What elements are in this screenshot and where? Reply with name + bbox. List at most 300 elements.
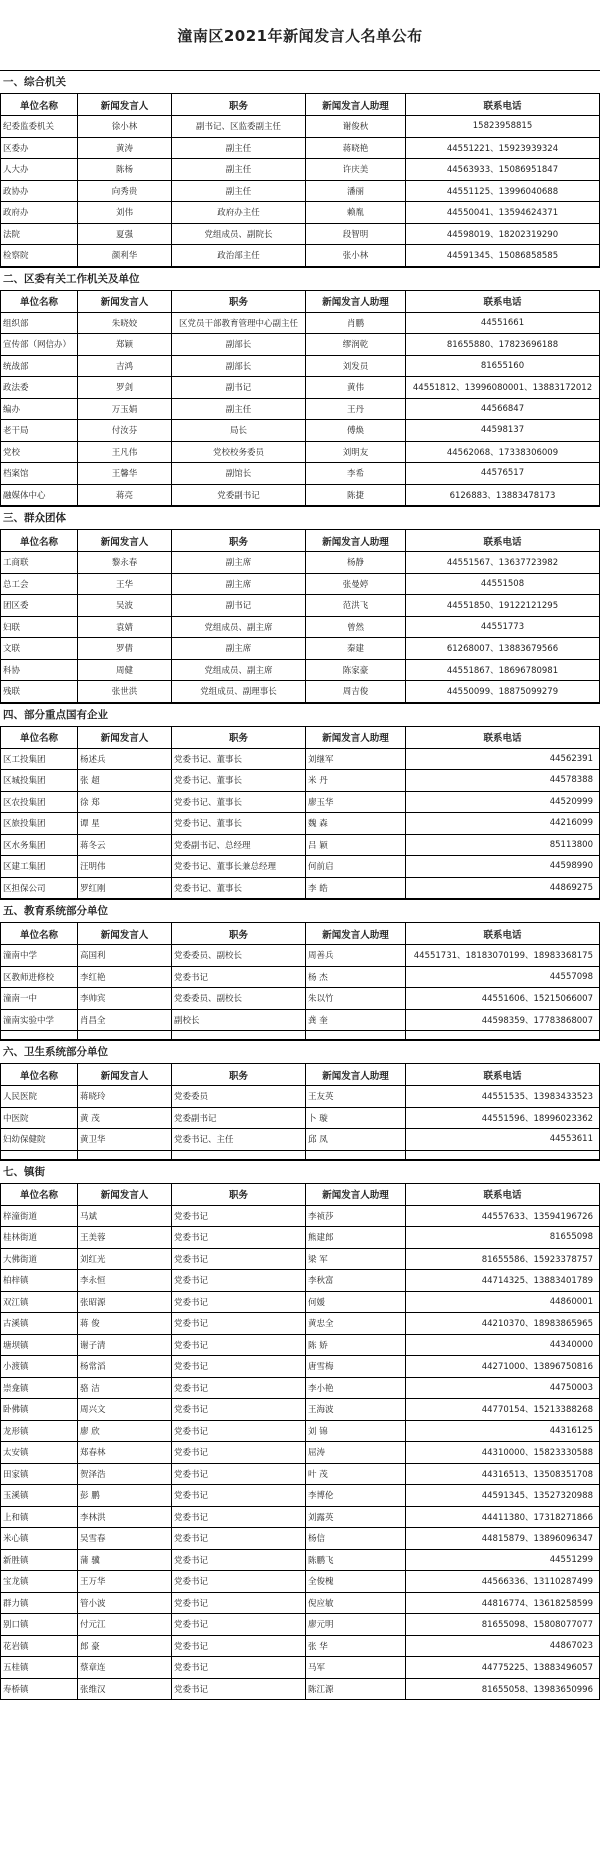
spokesperson-cell: 付元江	[78, 1614, 172, 1636]
position-cell: 局长	[172, 420, 306, 442]
assistant-cell: 王丹	[306, 398, 406, 420]
unit-name-cell: 政府办	[1, 202, 78, 224]
spokesperson-cell: 吴波	[78, 595, 172, 617]
position-cell: 党委书记	[172, 1270, 306, 1292]
spokesperson-cell: 颜利华	[78, 245, 172, 267]
position-cell: 党委书记	[172, 1420, 306, 1442]
assistant-cell: 李 皓	[306, 877, 406, 899]
spokesperson-cell: 贺泽浩	[78, 1463, 172, 1485]
unit-name-cell: 柏梓镇	[1, 1270, 78, 1292]
position-cell: 党委书记	[172, 1313, 306, 1335]
assistant-cell: 梁 军	[306, 1248, 406, 1270]
assistant-cell: 卜 璇	[306, 1107, 406, 1129]
spokesperson-cell: 郑春林	[78, 1442, 172, 1464]
assistant-cell: 何媛	[306, 1291, 406, 1313]
table-row	[1, 573, 600, 595]
column-header: 新闻发言人助理	[306, 1183, 406, 1205]
spokesperson-cell: 杨常滔	[78, 1356, 172, 1378]
phone-cell: 44551596、18996023362	[406, 1107, 600, 1129]
unit-name-cell: 五桂镇	[1, 1657, 78, 1679]
assistant-cell: 陈捷	[306, 484, 406, 506]
unit-name-cell: 玉溪镇	[1, 1485, 78, 1507]
phone-cell: 44557633、13594196726	[406, 1205, 600, 1227]
spokesperson-cell: 高国利	[78, 945, 172, 967]
assistant-cell: 李秋富	[306, 1270, 406, 1292]
table-row	[1, 748, 600, 770]
unit-name-cell: 编办	[1, 398, 78, 420]
spokesperson-cell: 廖 欣	[78, 1420, 172, 1442]
assistant-cell: 陈家豪	[306, 659, 406, 681]
table-row	[1, 463, 600, 485]
position-cell: 党委书记	[172, 1506, 306, 1528]
column-header: 联系电话	[406, 1183, 600, 1205]
column-header: 单位名称	[1, 1183, 78, 1205]
unit-name-cell: 人民医院	[1, 1086, 78, 1108]
table-row	[1, 1205, 600, 1227]
assistant-cell: 龚 奎	[306, 1009, 406, 1031]
unit-name-cell: 桂林街道	[1, 1227, 78, 1249]
spokesperson-cell: 蒋亮	[78, 484, 172, 506]
position-cell: 党委书记	[172, 1377, 306, 1399]
column-header: 联系电话	[406, 94, 600, 116]
position-cell: 党委书记	[172, 1205, 306, 1227]
phone-cell: 44551567、13637723982	[406, 552, 600, 574]
assistant-cell: 廖玉华	[306, 791, 406, 813]
column-header: 职务	[172, 726, 306, 748]
assistant-cell: 段智明	[306, 223, 406, 245]
assistant-cell: 潘丽	[306, 180, 406, 202]
position-cell: 党委书记、董事长	[172, 813, 306, 835]
phone-cell: 44816774、13618258599	[406, 1592, 600, 1614]
assistant-cell: 马军	[306, 1657, 406, 1679]
position-cell: 党委书记	[172, 1635, 306, 1657]
spokesperson-cell: 袁婧	[78, 616, 172, 638]
table-row	[1, 223, 600, 245]
unit-name-cell: 区担保公司	[1, 877, 78, 899]
table-row	[1, 355, 600, 377]
empty-cell	[78, 1150, 172, 1159]
spokesperson-cell: 蒋 俊	[78, 1313, 172, 1335]
phone-cell: 44310000、15823330588	[406, 1442, 600, 1464]
spokesperson-cell: 黄 茂	[78, 1107, 172, 1129]
assistant-cell: 叶 茂	[306, 1463, 406, 1485]
table-row	[1, 1009, 600, 1031]
assistant-cell: 陈鹏飞	[306, 1549, 406, 1571]
table-row	[1, 791, 600, 813]
assistant-cell: 缪润乾	[306, 334, 406, 356]
position-cell: 党组成员、副主席	[172, 616, 306, 638]
assistant-cell: 全俊槐	[306, 1571, 406, 1593]
table-row	[1, 552, 600, 574]
table-row	[1, 245, 600, 267]
unit-name-cell: 档案馆	[1, 463, 78, 485]
table-row	[1, 856, 600, 878]
assistant-cell: 吕 颖	[306, 834, 406, 856]
position-cell: 党委书记	[172, 1442, 306, 1464]
assistant-cell: 唐雪梅	[306, 1356, 406, 1378]
spokesperson-cell: 周健	[78, 659, 172, 681]
table-row	[1, 1463, 600, 1485]
table-row	[1, 1107, 600, 1129]
assistant-cell: 米 丹	[306, 770, 406, 792]
unit-name-cell: 潼南中学	[1, 945, 78, 967]
phone-cell: 44551850、19122121295	[406, 595, 600, 617]
spokesperson-cell: 吴雪春	[78, 1528, 172, 1550]
spokesperson-cell: 徐 郑	[78, 791, 172, 813]
unit-name-cell: 潼南一中	[1, 988, 78, 1010]
table-row	[1, 1442, 600, 1464]
unit-name-cell: 科协	[1, 659, 78, 681]
section-title: 一、综合机关	[0, 70, 600, 93]
unit-name-cell: 别口镇	[1, 1614, 78, 1636]
column-header: 新闻发言人助理	[306, 530, 406, 552]
phone-cell: 44551661	[406, 312, 600, 334]
column-header: 新闻发言人助理	[306, 923, 406, 945]
spokesperson-table	[0, 922, 600, 1040]
spokesperson-cell: 蒋晓玲	[78, 1086, 172, 1108]
phone-cell: 44576517	[406, 463, 600, 485]
position-cell: 政府办主任	[172, 202, 306, 224]
phone-cell: 44551773	[406, 616, 600, 638]
spokesperson-cell: 李红艳	[78, 966, 172, 988]
assistant-cell: 周善兵	[306, 945, 406, 967]
spokesperson-cell: 谢子清	[78, 1334, 172, 1356]
phone-cell: 81655098	[406, 1227, 600, 1249]
spokesperson-cell: 周兴文	[78, 1399, 172, 1421]
table-row	[1, 1377, 600, 1399]
unit-name-cell: 妇幼保健院	[1, 1129, 78, 1151]
unit-name-cell: 新胜镇	[1, 1549, 78, 1571]
assistant-cell: 谢俊秋	[306, 116, 406, 138]
column-header: 职务	[172, 1064, 306, 1086]
phone-cell: 44316125	[406, 1420, 600, 1442]
assistant-cell: 蒋晓艳	[306, 137, 406, 159]
position-cell: 党委书记	[172, 1356, 306, 1378]
phone-cell: 44860001	[406, 1291, 600, 1313]
assistant-cell: 陈江源	[306, 1678, 406, 1700]
position-cell: 党委书记	[172, 966, 306, 988]
table-row	[1, 398, 600, 420]
table-row	[1, 1086, 600, 1108]
assistant-cell: 杨静	[306, 552, 406, 574]
spokesperson-cell: 刘伟	[78, 202, 172, 224]
phone-cell: 44591345、13527320988	[406, 1485, 600, 1507]
unit-name-cell: 区城投集团	[1, 770, 78, 792]
unit-name-cell: 宝龙镇	[1, 1571, 78, 1593]
assistant-cell: 邱 凤	[306, 1129, 406, 1151]
assistant-cell: 李祯莎	[306, 1205, 406, 1227]
spokesperson-cell: 彭 鹏	[78, 1485, 172, 1507]
unit-name-cell: 法院	[1, 223, 78, 245]
column-header: 联系电话	[406, 290, 600, 312]
phone-cell: 44551221、15923939324	[406, 137, 600, 159]
table-row	[1, 770, 600, 792]
column-header: 职务	[172, 530, 306, 552]
position-cell: 党委书记	[172, 1334, 306, 1356]
phone-cell: 44216099	[406, 813, 600, 835]
assistant-cell: 黄忠全	[306, 1313, 406, 1335]
table-row	[1, 595, 600, 617]
position-cell: 副部长	[172, 355, 306, 377]
table-row	[1, 659, 600, 681]
phone-cell: 44411380、17318271866	[406, 1506, 600, 1528]
phone-cell: 44770154、15213388268	[406, 1399, 600, 1421]
spokesperson-cell: 管小波	[78, 1592, 172, 1614]
assistant-cell: 刘明友	[306, 441, 406, 463]
spokesperson-cell: 骆 洁	[78, 1377, 172, 1399]
assistant-cell: 李希	[306, 463, 406, 485]
spokesperson-cell: 马斌	[78, 1205, 172, 1227]
unit-name-cell: 龙形镇	[1, 1420, 78, 1442]
table-row	[1, 312, 600, 334]
empty-cell	[406, 1031, 600, 1040]
phone-cell: 44551535、13983433523	[406, 1086, 600, 1108]
table-header-row	[1, 923, 600, 945]
table-header-row	[1, 726, 600, 748]
table-row	[1, 1270, 600, 1292]
assistant-cell: 刘 锦	[306, 1420, 406, 1442]
assistant-cell: 何前启	[306, 856, 406, 878]
position-cell: 党委副书记、总经理	[172, 834, 306, 856]
phone-cell: 44750003	[406, 1377, 600, 1399]
table-header-row	[1, 290, 600, 312]
phone-cell: 44551508	[406, 573, 600, 595]
position-cell: 副主席	[172, 552, 306, 574]
column-header: 职务	[172, 1183, 306, 1205]
phone-cell: 44815879、13896096347	[406, 1528, 600, 1550]
unit-name-cell: 政协办	[1, 180, 78, 202]
position-cell: 党组成员、副理事长	[172, 681, 306, 703]
table-row	[1, 616, 600, 638]
phone-cell: 44775225、13883496057	[406, 1657, 600, 1679]
phone-cell: 44550041、13594624371	[406, 202, 600, 224]
phone-cell: 44551606、15215066007	[406, 988, 600, 1010]
table-row	[1, 1506, 600, 1528]
spokesperson-cell: 肖昌全	[78, 1009, 172, 1031]
unit-name-cell: 区委办	[1, 137, 78, 159]
assistant-cell: 张 华	[306, 1635, 406, 1657]
unit-name-cell: 党校	[1, 441, 78, 463]
position-cell: 党委书记	[172, 1291, 306, 1313]
table-row	[1, 1399, 600, 1421]
spokesperson-cell: 朱晓姣	[78, 312, 172, 334]
unit-name-cell: 群力镇	[1, 1592, 78, 1614]
table-row	[1, 1571, 600, 1593]
empty-cell	[78, 1031, 172, 1040]
spokesperson-cell: 汪明伟	[78, 856, 172, 878]
position-cell: 副主任	[172, 180, 306, 202]
unit-name-cell: 大佛街道	[1, 1248, 78, 1270]
column-header: 新闻发言人	[78, 726, 172, 748]
unit-name-cell: 双江镇	[1, 1291, 78, 1313]
position-cell: 党校校务委员	[172, 441, 306, 463]
column-header: 新闻发言人助理	[306, 290, 406, 312]
unit-name-cell: 区教师进修校	[1, 966, 78, 988]
phone-cell: 44563933、15086951847	[406, 159, 600, 181]
position-cell: 党委书记	[172, 1248, 306, 1270]
assistant-cell: 王友英	[306, 1086, 406, 1108]
assistant-cell: 廖元明	[306, 1614, 406, 1636]
phone-cell: 44566336、13110287499	[406, 1571, 600, 1593]
table-row	[1, 877, 600, 899]
position-cell: 副主席	[172, 638, 306, 660]
table-header-row	[1, 94, 600, 116]
unit-name-cell: 古溪镇	[1, 1313, 78, 1335]
empty-cell	[1, 1031, 78, 1040]
table-row	[1, 638, 600, 660]
table-header-row	[1, 530, 600, 552]
position-cell: 党委委员、副校长	[172, 988, 306, 1010]
phone-cell: 44551867、18696780981	[406, 659, 600, 681]
unit-name-cell: 人大办	[1, 159, 78, 181]
table-row	[1, 1129, 600, 1151]
phone-cell: 44867023	[406, 1635, 600, 1657]
unit-name-cell: 团区委	[1, 595, 78, 617]
column-header: 新闻发言人助理	[306, 1064, 406, 1086]
spokesperson-cell: 黄涛	[78, 137, 172, 159]
position-cell: 党委书记	[172, 1614, 306, 1636]
phone-cell: 44598359、17783868007	[406, 1009, 600, 1031]
assistant-cell: 杨信	[306, 1528, 406, 1550]
unit-name-cell: 上和镇	[1, 1506, 78, 1528]
table-row	[1, 377, 600, 399]
spokesperson-cell: 王万华	[78, 1571, 172, 1593]
spokesperson-cell: 李帅宾	[78, 988, 172, 1010]
position-cell: 副主任	[172, 398, 306, 420]
unit-name-cell: 区水务集团	[1, 834, 78, 856]
position-cell: 党委书记	[172, 1657, 306, 1679]
spokesperson-cell: 张世洪	[78, 681, 172, 703]
unit-name-cell: 政法委	[1, 377, 78, 399]
table-row	[1, 988, 600, 1010]
spokesperson-cell: 罗倩	[78, 638, 172, 660]
table-row	[1, 116, 600, 138]
unit-name-cell: 融媒体中心	[1, 484, 78, 506]
spokesperson-cell: 蒲 骥	[78, 1549, 172, 1571]
position-cell: 党组成员、副院长	[172, 223, 306, 245]
unit-name-cell: 区农投集团	[1, 791, 78, 813]
phone-cell: 44557098	[406, 966, 600, 988]
spokesperson-cell: 郎 豪	[78, 1635, 172, 1657]
unit-name-cell: 检察院	[1, 245, 78, 267]
section-title: 二、区委有关工作机关及单位	[0, 267, 600, 290]
table-row	[1, 1227, 600, 1249]
assistant-cell: 李小艳	[306, 1377, 406, 1399]
position-cell: 副书记	[172, 595, 306, 617]
unit-name-cell: 中医院	[1, 1107, 78, 1129]
column-header: 单位名称	[1, 1064, 78, 1086]
spokesperson-cell: 罗红刚	[78, 877, 172, 899]
phone-cell: 81655160	[406, 355, 600, 377]
phone-cell: 44598990	[406, 856, 600, 878]
phone-cell: 81655586、15923378757	[406, 1248, 600, 1270]
spokesperson-cell: 黄卫华	[78, 1129, 172, 1151]
position-cell: 党委书记	[172, 1227, 306, 1249]
table-row	[1, 1528, 600, 1550]
position-cell: 副馆长	[172, 463, 306, 485]
assistant-cell: 李博伦	[306, 1485, 406, 1507]
table-row	[1, 681, 600, 703]
phone-cell: 44869275	[406, 877, 600, 899]
column-header: 职务	[172, 94, 306, 116]
position-cell: 党委书记	[172, 1463, 306, 1485]
unit-name-cell: 残联	[1, 681, 78, 703]
column-header: 新闻发言人	[78, 290, 172, 312]
assistant-cell: 范洪飞	[306, 595, 406, 617]
position-cell: 副主席	[172, 573, 306, 595]
assistant-cell: 赖胤	[306, 202, 406, 224]
assistant-cell: 刘继军	[306, 748, 406, 770]
column-header: 新闻发言人	[78, 1064, 172, 1086]
assistant-cell: 朱以竹	[306, 988, 406, 1010]
spokesperson-cell: 蒋冬云	[78, 834, 172, 856]
phone-cell: 44551299	[406, 1549, 600, 1571]
empty-cell	[306, 1031, 406, 1040]
phone-cell: 15823958815	[406, 116, 600, 138]
table-row	[1, 137, 600, 159]
spokesperson-cell: 李永恒	[78, 1270, 172, 1292]
table-row	[1, 813, 600, 835]
spokesperson-cell: 刘红光	[78, 1248, 172, 1270]
spokesperson-table	[0, 529, 600, 703]
table-row	[1, 420, 600, 442]
spokesperson-cell: 罗剑	[78, 377, 172, 399]
position-cell: 副书记	[172, 377, 306, 399]
blank-row	[1, 1031, 600, 1040]
column-header: 新闻发言人助理	[306, 726, 406, 748]
blank-row	[1, 1150, 600, 1159]
spokesperson-cell: 付汝芬	[78, 420, 172, 442]
section-title: 五、教育系统部分单位	[0, 899, 600, 922]
assistant-cell: 魏 森	[306, 813, 406, 835]
empty-cell	[1, 1150, 78, 1159]
table-row	[1, 1635, 600, 1657]
phone-cell: 61268007、13883679566	[406, 638, 600, 660]
assistant-cell: 熊建郎	[306, 1227, 406, 1249]
position-cell: 党委书记、董事长	[172, 877, 306, 899]
unit-name-cell: 田家镇	[1, 1463, 78, 1485]
column-header: 单位名称	[1, 94, 78, 116]
table-row	[1, 159, 600, 181]
assistant-cell: 倪应敏	[306, 1592, 406, 1614]
spokesperson-cell: 蔡章连	[78, 1657, 172, 1679]
unit-name-cell: 老干局	[1, 420, 78, 442]
unit-name-cell: 米心镇	[1, 1528, 78, 1550]
phone-cell: 44550099、18875099279	[406, 681, 600, 703]
position-cell: 党委委员、副校长	[172, 945, 306, 967]
assistant-cell: 屈涛	[306, 1442, 406, 1464]
column-header: 新闻发言人	[78, 1183, 172, 1205]
assistant-cell: 曾然	[306, 616, 406, 638]
section-title: 六、卫生系统部分单位	[0, 1040, 600, 1063]
spokesperson-cell: 张维汉	[78, 1678, 172, 1700]
phone-cell: 44591345、15086858585	[406, 245, 600, 267]
table-row	[1, 1592, 600, 1614]
assistant-cell: 王海波	[306, 1399, 406, 1421]
column-header: 单位名称	[1, 530, 78, 552]
phone-cell: 44271000、13896750816	[406, 1356, 600, 1378]
sections-container	[0, 70, 600, 1700]
unit-name-cell: 潼南实验中学	[1, 1009, 78, 1031]
section-title: 三、群众团体	[0, 506, 600, 529]
table-row	[1, 1356, 600, 1378]
unit-name-cell: 总工会	[1, 573, 78, 595]
position-cell: 党委书记、主任	[172, 1129, 306, 1151]
spokesperson-cell: 陈杨	[78, 159, 172, 181]
unit-name-cell: 工商联	[1, 552, 78, 574]
spokesperson-cell: 王美蓉	[78, 1227, 172, 1249]
section-title: 七、镇街	[0, 1160, 600, 1183]
